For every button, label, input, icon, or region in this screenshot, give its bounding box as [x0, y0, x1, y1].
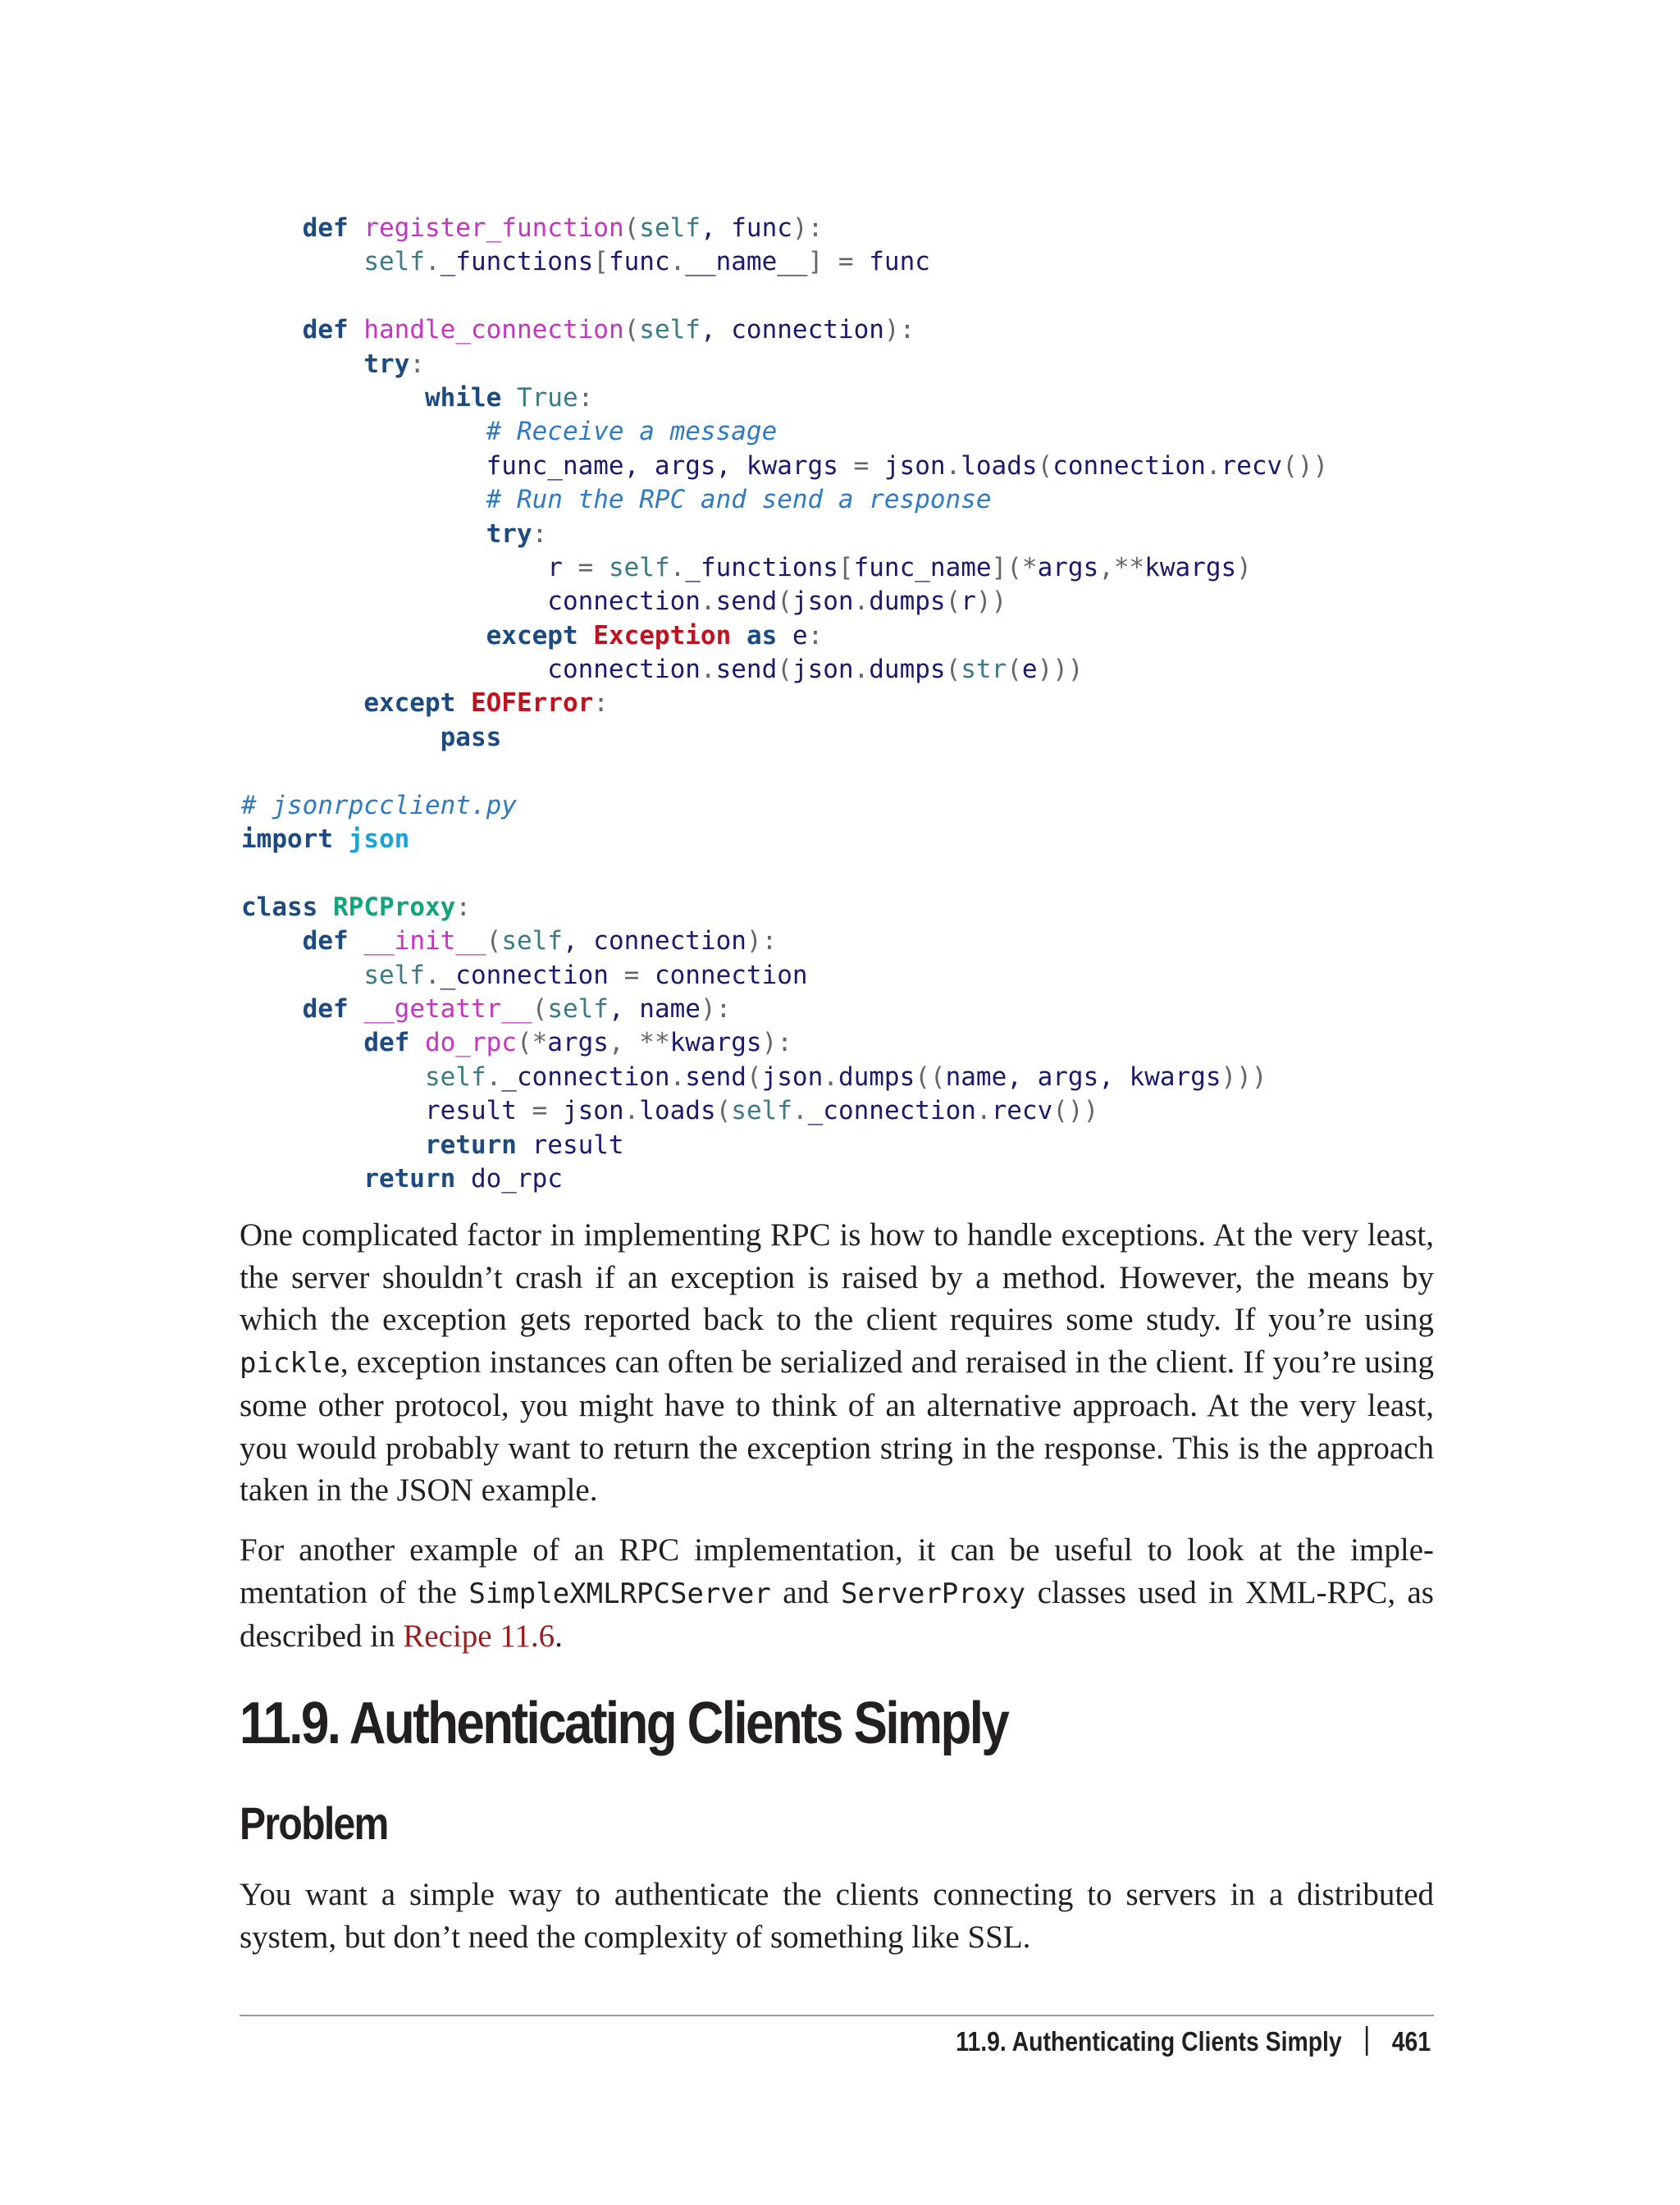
- code-token: r: [547, 552, 578, 582]
- paragraph-problem: [240, 1874, 1434, 1958]
- code-token: func_name: [853, 552, 992, 582]
- code-token: (: [945, 587, 961, 617]
- code-token: except: [486, 620, 578, 651]
- code-token: [593, 553, 609, 582]
- code-token: connection: [547, 655, 701, 685]
- code-line: [241, 518, 1328, 551]
- code-token: func: [731, 213, 792, 243]
- code-token: dumps: [869, 655, 946, 685]
- code-token: .: [486, 1061, 502, 1092]
- code-token: dumps: [869, 587, 946, 617]
- code-token: ,: [1007, 1061, 1038, 1092]
- code-line: [241, 721, 1328, 755]
- code-token: ,: [608, 993, 640, 1024]
- inline-code: SimpleXMLRPCServer: [468, 1577, 771, 1610]
- code-line: [241, 313, 1328, 347]
- code-line: [241, 280, 1328, 313]
- code-token: _functions: [440, 247, 594, 277]
- code-token: try: [486, 518, 532, 549]
- paragraph-rpc-example: [240, 1529, 1434, 1658]
- code-token: [241, 417, 486, 446]
- code-token: [241, 1028, 363, 1057]
- code-listing: [241, 212, 1328, 1196]
- code-token: .: [700, 587, 716, 617]
- code-token: except: [363, 688, 456, 719]
- footer-separator: [1366, 2026, 1368, 2056]
- code-token: kwargs: [669, 1028, 762, 1058]
- code-token: self: [547, 993, 609, 1024]
- code-token: ](*: [991, 552, 1038, 582]
- code-token: [: [593, 247, 609, 277]
- code-token: [349, 926, 364, 956]
- code-line: [241, 1026, 1328, 1060]
- code-token: True: [516, 382, 578, 413]
- code-token: .: [853, 587, 870, 617]
- code-token: [241, 688, 363, 718]
- code-token: send: [715, 587, 778, 617]
- code-token: [333, 824, 349, 854]
- section-heading: 11.9. Authenticating Clients Simply: [240, 1691, 1008, 1756]
- code-token: class: [241, 892, 318, 922]
- code-token: connection: [547, 587, 701, 617]
- code-token: do_rpc: [424, 1028, 517, 1058]
- code-token: .: [669, 1061, 686, 1092]
- code-token: [578, 621, 594, 651]
- code-token: [241, 621, 486, 651]
- code-token: [241, 519, 486, 549]
- code-token: connection: [639, 960, 808, 990]
- code-token: [349, 213, 364, 243]
- code-token: .: [424, 960, 441, 990]
- code-line: [241, 415, 1328, 449]
- code-token: loads: [961, 450, 1038, 481]
- code-token: connection: [593, 926, 746, 956]
- code-token: ): [1236, 552, 1252, 582]
- code-line: [241, 959, 1328, 993]
- code-token: ,: [562, 926, 594, 956]
- code-token: [317, 892, 333, 922]
- code-line: [241, 619, 1328, 653]
- code-token: dumps: [838, 1061, 915, 1092]
- running-title: 11.9. Authenticating Clients Simply: [956, 2026, 1342, 2057]
- code-token: (: [623, 315, 640, 345]
- code-token: (: [777, 587, 792, 617]
- code-token: name: [639, 993, 701, 1024]
- code-token: Exception: [593, 620, 732, 651]
- code-token: e: [777, 620, 808, 651]
- code-token: func: [608, 247, 670, 277]
- code-line: [241, 789, 1328, 823]
- code-token: .: [669, 247, 686, 277]
- code-token: ))): [1037, 655, 1084, 685]
- code-token: _connection: [807, 1096, 976, 1126]
- code-token: def: [363, 1028, 410, 1058]
- code-token: r: [961, 587, 976, 617]
- code-token: # Run the RPC and send a response: [486, 485, 992, 515]
- code-token: return: [424, 1130, 517, 1160]
- code-token: do_rpc: [455, 1163, 563, 1194]
- code-token: [409, 1028, 425, 1057]
- code-line: [241, 891, 1328, 924]
- problem-heading: Problem: [240, 1797, 388, 1849]
- code-token: [241, 994, 303, 1024]
- code-token: self: [639, 213, 701, 243]
- code-token: [241, 383, 425, 413]
- code-token: recv: [1221, 450, 1283, 481]
- code-token: import: [241, 824, 333, 855]
- page-footer: [956, 2026, 1431, 2057]
- code-token: )): [975, 587, 1007, 617]
- code-token: return: [363, 1163, 456, 1194]
- code-token: [241, 349, 363, 379]
- code-token: ,: [700, 213, 732, 243]
- text-run: .: [555, 1618, 563, 1654]
- code-token: .: [1205, 450, 1221, 481]
- code-token: [241, 723, 441, 752]
- code-token: [241, 1164, 363, 1194]
- recipe-link[interactable]: Recipe 11.6: [403, 1618, 555, 1654]
- code-token: _connection: [501, 1061, 670, 1092]
- code-token: loads: [639, 1096, 716, 1126]
- code-token: ):: [792, 213, 824, 243]
- code-token: self: [608, 552, 670, 582]
- code-token: register_function: [363, 213, 624, 243]
- code-token: json: [869, 450, 946, 481]
- code-token: result: [516, 1130, 624, 1160]
- code-token: kwargs: [1129, 1061, 1221, 1092]
- code-token: while: [424, 382, 502, 413]
- code-token: (: [1007, 655, 1022, 685]
- code-token: ((: [915, 1061, 946, 1092]
- code-token: ,: [1098, 1061, 1130, 1092]
- text-run: classes used in XML-RPC, as described in: [240, 1574, 1434, 1654]
- code-token: .: [945, 450, 961, 481]
- code-token: [241, 485, 486, 514]
- code-line: [241, 1162, 1328, 1196]
- code-token: ):: [761, 1028, 792, 1058]
- code-token: _functions: [685, 552, 838, 582]
- code-token: :: [807, 620, 824, 651]
- code-token: , **: [608, 1028, 670, 1058]
- code-token: e: [1021, 655, 1038, 685]
- code-token: (: [486, 926, 502, 956]
- code-token: ):: [700, 993, 732, 1024]
- text-run: You want a simple way to authenticate the clients connecting to servers in a distributed system, but don’t need the complexity of something like SSL.: [240, 1877, 1434, 1955]
- code-token: json: [761, 1061, 824, 1092]
- code-token: func_name, args, kwargs: [486, 450, 854, 481]
- code-token: =: [853, 450, 870, 481]
- code-token: .: [669, 552, 686, 582]
- code-token: [241, 1130, 425, 1160]
- code-token: [: [838, 552, 854, 582]
- code-token: [241, 553, 547, 582]
- code-token: result: [424, 1096, 532, 1126]
- code-token: .: [792, 1096, 808, 1126]
- paragraph-exceptions: [240, 1214, 1434, 1512]
- code-token: str: [961, 655, 1007, 685]
- code-token: :: [578, 382, 594, 413]
- inline-code: pickle: [240, 1346, 340, 1380]
- code-token: connection: [731, 315, 884, 345]
- code-line: [241, 245, 1328, 279]
- code-token: (: [777, 655, 792, 685]
- code-token: [241, 961, 363, 990]
- code-token: [349, 994, 364, 1024]
- code-token: [731, 621, 746, 651]
- code-token: self: [363, 247, 425, 277]
- code-token: as: [746, 620, 778, 651]
- code-token: ))): [1221, 1061, 1267, 1092]
- code-token: (: [746, 1061, 762, 1092]
- code-token: .: [700, 655, 716, 685]
- code-token: json: [792, 587, 854, 617]
- code-token: [241, 247, 363, 276]
- code-token: def: [302, 213, 349, 243]
- code-token: [241, 926, 303, 956]
- code-token: [241, 451, 486, 481]
- code-token: .: [623, 1096, 640, 1126]
- code-line: [241, 483, 1328, 517]
- code-token: name: [945, 1061, 1007, 1092]
- code-line: [241, 823, 1328, 856]
- inline-code: ServerProxy: [840, 1577, 1026, 1610]
- code-token: .: [975, 1096, 992, 1126]
- code-token: json: [547, 1096, 624, 1126]
- code-token: send: [685, 1061, 746, 1092]
- code-token: (: [1037, 450, 1053, 481]
- code-token: self: [639, 315, 701, 345]
- code-token: :: [409, 349, 425, 379]
- code-token: =: [623, 960, 640, 990]
- code-token: (: [945, 655, 961, 685]
- code-token: def: [302, 993, 349, 1024]
- code-token: [241, 1096, 425, 1125]
- code-token: :: [593, 688, 609, 719]
- code-token: ,**: [1098, 552, 1145, 582]
- code-token: ()): [1052, 1096, 1099, 1126]
- code-token: RPCProxy: [333, 892, 456, 922]
- code-token: args: [1037, 1061, 1099, 1092]
- code-token: [501, 383, 517, 413]
- code-line: [241, 755, 1328, 788]
- footer-rule: [240, 2015, 1434, 2016]
- page-number: 461: [1391, 2026, 1431, 2057]
- code-token: =: [532, 1096, 548, 1126]
- code-token: .: [823, 1061, 838, 1092]
- code-line: [241, 450, 1328, 483]
- code-token: kwargs: [1144, 552, 1237, 582]
- code-line: [241, 348, 1328, 381]
- code-token: self: [501, 926, 563, 956]
- code-token: [241, 587, 547, 616]
- code-token: (: [532, 993, 548, 1024]
- code-token: self: [424, 1061, 486, 1092]
- code-token: # jsonrpcclient.py: [241, 790, 517, 820]
- code-token: handle_connection: [363, 315, 624, 345]
- code-token: def: [302, 315, 349, 345]
- code-token: ):: [746, 926, 778, 956]
- code-token: func: [869, 247, 930, 277]
- code-token: recv: [991, 1096, 1053, 1126]
- code-line: [241, 551, 1328, 585]
- code-token: try: [363, 349, 410, 379]
- code-token: send: [715, 655, 778, 685]
- code-line: [241, 212, 1328, 245]
- code-token: =: [578, 552, 594, 582]
- code-token: __init__: [363, 926, 486, 956]
- code-token: :: [455, 892, 471, 922]
- code-token: [854, 247, 870, 276]
- code-line: [241, 687, 1328, 720]
- code-line: [241, 381, 1328, 415]
- code-token: (: [715, 1096, 732, 1126]
- code-token: [455, 688, 471, 718]
- code-token: _connection: [440, 960, 624, 990]
- code-token: .: [424, 247, 441, 277]
- code-token: EOFError: [470, 688, 594, 719]
- code-token: [241, 1062, 425, 1092]
- code-token: =: [838, 247, 854, 277]
- code-line: [241, 993, 1328, 1026]
- code-token: __name__: [685, 247, 808, 277]
- code-token: ()): [1282, 450, 1329, 481]
- code-token: ]: [807, 247, 838, 277]
- code-token: (*: [516, 1028, 548, 1058]
- code-line: [241, 585, 1328, 619]
- code-token: args: [1037, 552, 1099, 582]
- code-token: .: [853, 655, 870, 685]
- code-token: ,: [700, 315, 732, 345]
- code-token: pass: [440, 722, 502, 752]
- code-token: :: [532, 518, 548, 549]
- code-token: # Receive a message: [486, 417, 778, 447]
- code-token: connection: [1052, 450, 1206, 481]
- code-line: [241, 1094, 1328, 1128]
- code-token: json: [348, 824, 410, 855]
- code-line: [241, 653, 1328, 687]
- code-token: def: [302, 926, 349, 956]
- code-token: [241, 315, 303, 345]
- code-token: [349, 315, 364, 345]
- text-run: , exception instances can often be serialized and reraised in the client. If you’re using some other protocol, you might have to think of an alternative approach. At the very least, you would probably want to return the exception string in the response. This is the approach taken in the JSON example.: [240, 1344, 1434, 1508]
- code-line: [241, 924, 1328, 958]
- code-token: json: [792, 655, 854, 685]
- code-line: [241, 1129, 1328, 1162]
- text-run: For another example of an RPC implementation, it can be useful to look at the implementation of the: [240, 1532, 1434, 1610]
- code-token: [241, 655, 547, 684]
- code-token: ):: [883, 315, 915, 345]
- code-token: [241, 213, 303, 243]
- code-token: (: [623, 213, 640, 243]
- code-token: __getattr__: [363, 993, 532, 1024]
- text-run: One complicated factor in implementing RPC is how to handle exceptions. At the very least, the server shouldn’t crash if an exception is raised by a method. However, the means by which the exception gets reported back to the client requires some study. If you’re using: [240, 1217, 1434, 1337]
- text-run: and: [770, 1574, 841, 1610]
- code-token: self: [363, 960, 425, 990]
- code-line: [241, 1061, 1328, 1094]
- code-token: args: [547, 1028, 609, 1058]
- code-token: self: [731, 1096, 792, 1126]
- code-line: [241, 856, 1328, 890]
